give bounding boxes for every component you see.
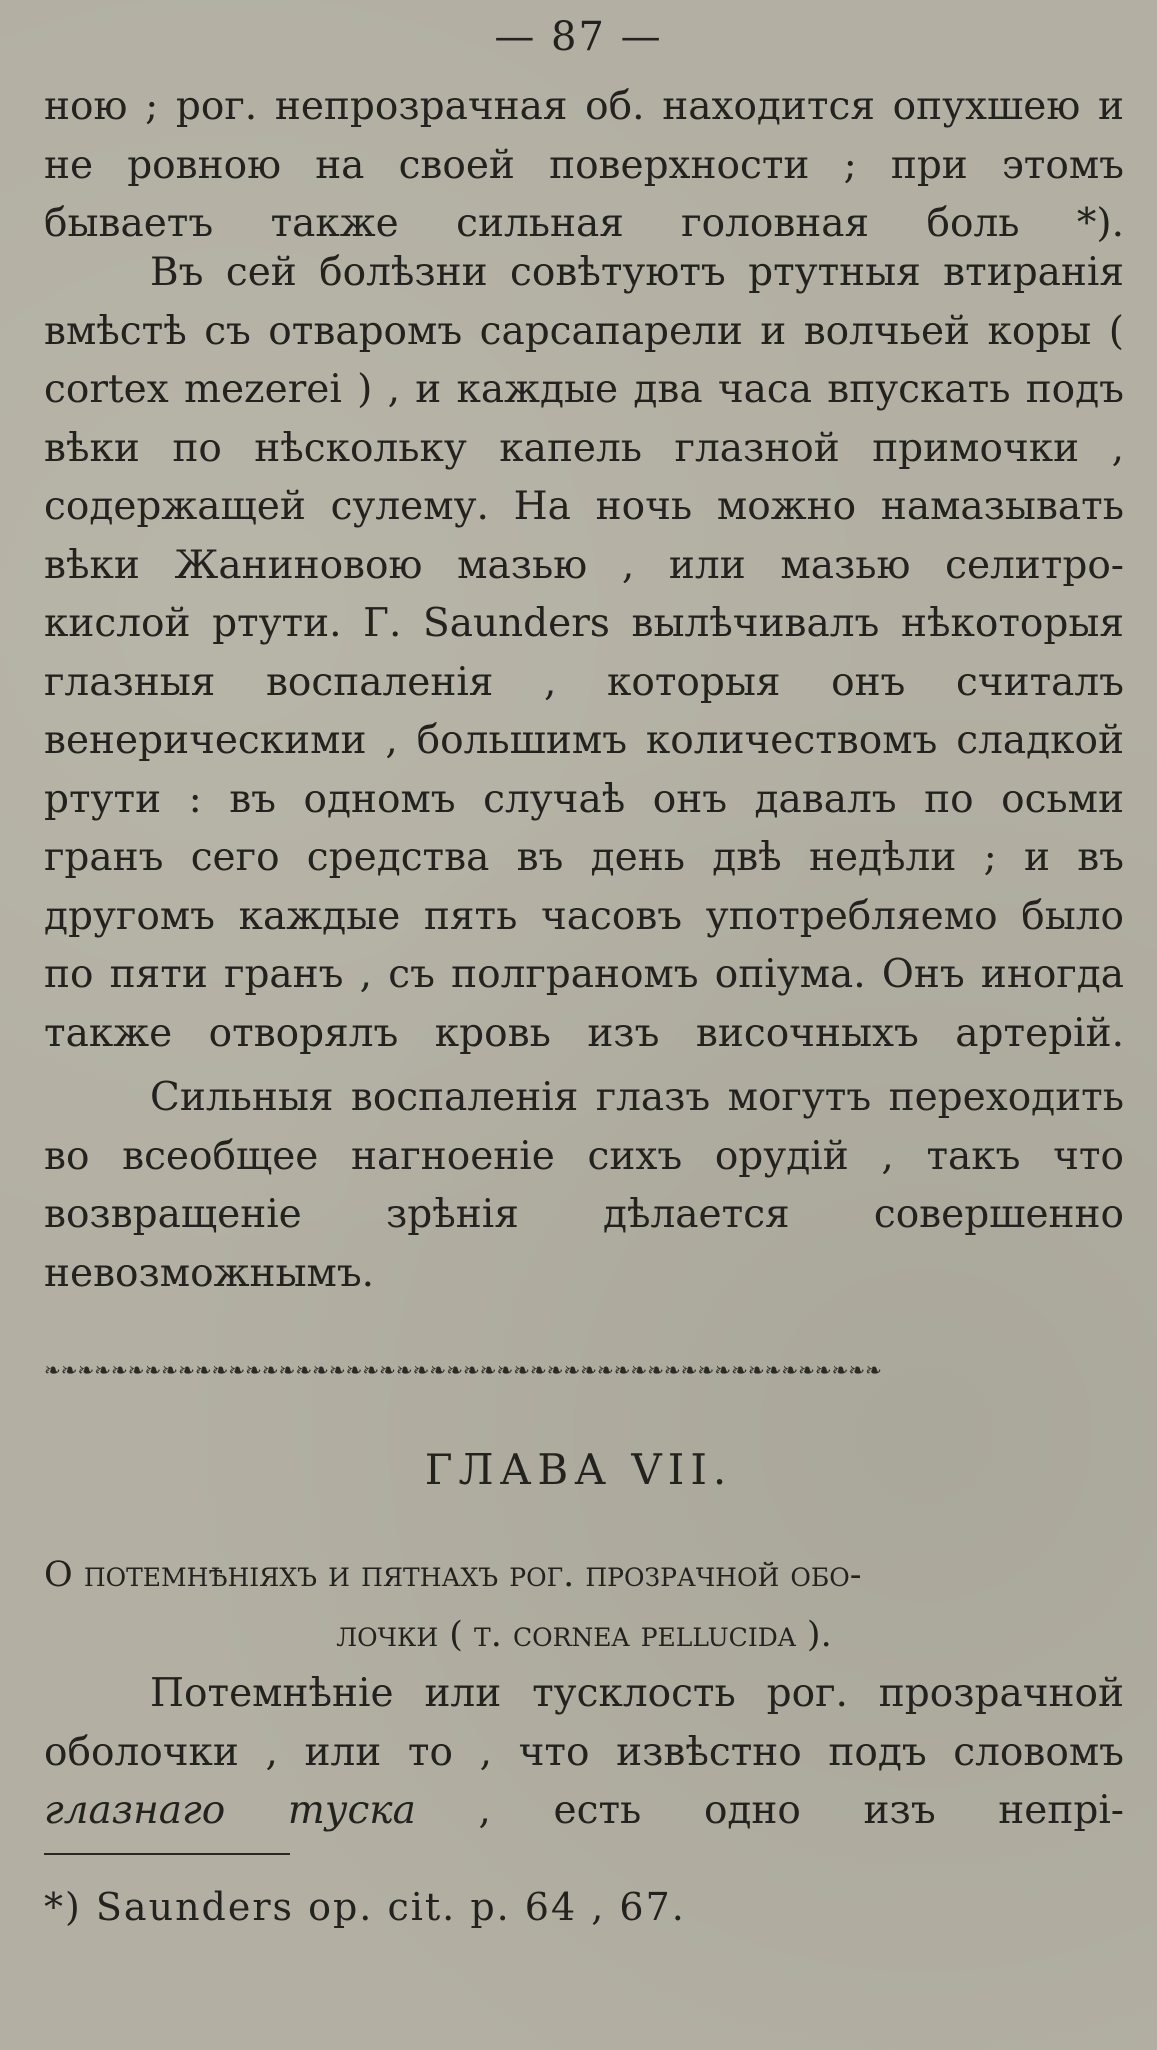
section-heading — [44, 1545, 1124, 1665]
body-text-end: , есть одно изъ непрі- — [478, 1788, 1124, 1833]
section-heading-line1: О потемнѣніяхъ и пятнахъ рог. прозрачной обо- — [44, 1555, 862, 1595]
paragraph-treatment: Въ сей болѣзни совѣтуютъ ртутныя втиранія вмѣстѣ съ отваромъ сарсапарели и волчьей коры ( cortex mezerei ) , и каждые два часа впускать подъ вѣки по нѣскольку капель глазной примочки , содержащей сулему. На ночь можно намазывать вѣки Жаниновою мазью , или мазью селитро-кислой ртути. Г. Saunders вылѣчивалъ нѣкоторыя глазныя воспаленія , которыя онъ считалъ венерическими , большимъ количествомъ сладкой ртути : въ одномъ случаѣ онъ давалъ по осьми гранъ сего средства въ день двѣ недѣли ; и въ другомъ каждые пять часовъ употребляемо было по пяти гранъ , съ полграномъ опіума. Онъ иногда также отворялъ кровь изъ височныхъ артерій. — [44, 250, 1124, 1056]
footnote-rule — [44, 1853, 290, 1855]
page-number: — 87 — — [494, 14, 663, 60]
paragraph-continuation: ною ; рог. непрозрачная об. находится опухшею и не ровною на своей поверхности ; при этомъ бываетъ также сильная головная боль *). — [44, 84, 1124, 246]
chapter-title: ГЛАВА VII. — [424, 1445, 733, 1494]
paragraph-suppuration: Сильныя воспаленія глазъ могутъ переходить во всеобщее нагноеніе сихъ орудій , такъ что возвращеніе зрѣнія дѣлается совершенно невозможнымъ. — [44, 1075, 1124, 1296]
italic-term: глазнаго туска — [44, 1788, 416, 1833]
footnote: *) Saunders op. cit. p. 64 , 67. — [44, 1885, 686, 1929]
body-text: Потемнѣніе или тусклость рог. прозрачной оболочки , или то , что извѣстно подъ словомъ — [44, 1671, 1124, 1775]
paragraph-opacity — [44, 1665, 1124, 1841]
ornamental-divider: ❧❧❧❧❧❧❧❧❧❧❧❧❧❧❧❧❧❧❧❧❧❧❧❧❧❧❧❧❧❧❧❧❧❧❧❧❧❧❧❧❧❧❧❧❧❧❧❧❧❧ — [44, 1358, 882, 1376]
section-heading-line2: лочки ( т. cornea pellucida ). — [336, 1615, 832, 1655]
